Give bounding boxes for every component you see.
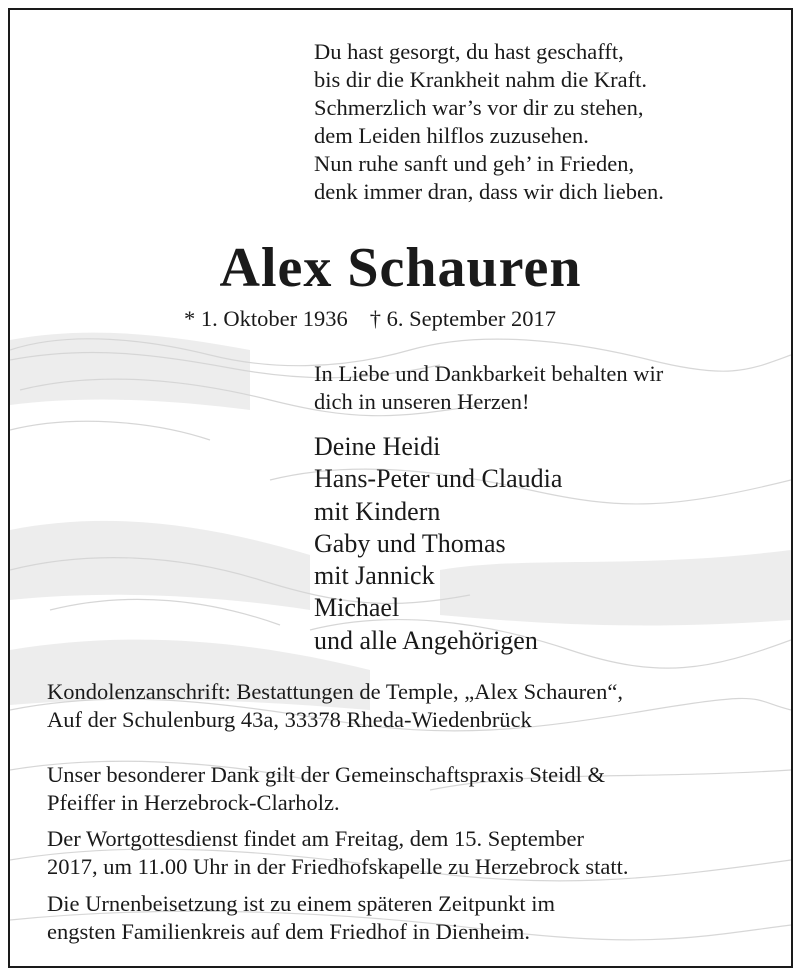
mourner-entry: Hans-Peter und Claudia [314,464,563,494]
mourner-entry: Michael [314,593,400,623]
poem-line: Schmerzlich war’s vor dir zu stehen, [314,95,644,120]
mourner-entry: Deine Heidi [314,432,441,461]
mourner-entry: Gaby und Thomas [314,528,506,558]
poem-line: dem Leiden hilflos zuzusehen. [314,123,589,148]
poem-line: Nun ruhe sanft und geh’ in Frieden, [314,151,635,176]
service-paragraph [47,825,629,881]
poem-line: bis dir die Krankheit nahm die Kraft. [314,67,648,92]
service-line: 2017, um 11.00 Uhr in der Friedhofskapelle zu Herzebrock statt. [47,854,629,879]
condolence-address-line: Auf der Schulenburg 43a, 33378 Rheda-Wiedenbrück [47,707,532,732]
condolence-address-line: Kondolenzanschrift: Bestattungen de Temple, „Alex Schauren“, [47,679,623,704]
condolence-address [47,678,623,734]
death-date: † 6. September 2017 [369,306,556,331]
deceased-name: Alex Schauren [219,237,582,299]
poem [314,38,664,206]
burial-paragraph [47,890,555,946]
birth-date: * 1. Oktober 1936 [184,306,348,331]
service-line: Der Wortgottesdienst findet am Freitag, dem 15. September [47,826,585,851]
burial-line: Die Urnenbeisetzung ist zu einem späteren Zeitpunkt im [47,891,555,916]
thanks-line: Pfeiffer in Herzebrock-Clarholz. [47,790,340,815]
gratitude-line: dich in unseren Herzen! [314,389,530,414]
gratitude-line: In Liebe und Dankbarkeit behalten wir [314,361,664,386]
mourner-entry: und alle Angehörigen [314,625,538,655]
mourner-entry: mit Jannick [314,561,435,591]
gratitude-text [314,360,663,416]
mourner-entry: mit Kindern [314,496,441,526]
life-dates [184,305,556,333]
obituary-notice [8,8,793,968]
poem-line: denk immer dran, dass wir dich lieben. [314,179,664,204]
thanks-paragraph [47,761,605,817]
mourners-list [314,431,562,657]
poem-line: Du hast gesorgt, du hast geschafft, [314,39,624,64]
thanks-line: Unser besonderer Dank gilt der Gemeinschaftspraxis Steidl & [47,762,605,787]
burial-line: engsten Familienkreis auf dem Friedhof in Dienheim. [47,919,531,944]
